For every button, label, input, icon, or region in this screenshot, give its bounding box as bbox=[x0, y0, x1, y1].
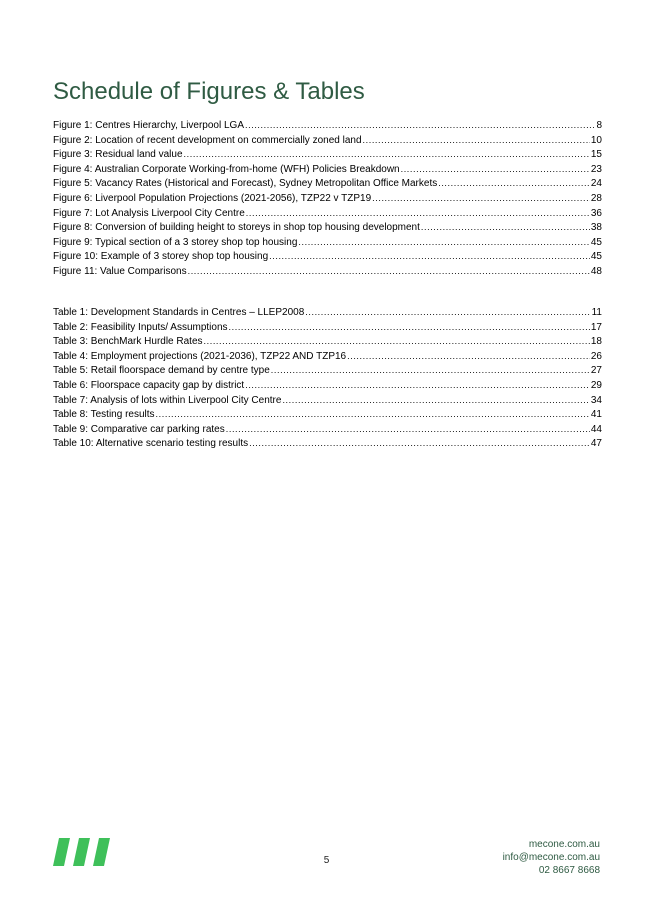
dot-leader bbox=[156, 407, 590, 422]
dot-leader bbox=[305, 305, 590, 320]
dot-leader bbox=[226, 422, 590, 437]
toc-entry[interactable] bbox=[53, 206, 602, 221]
toc-entry-label: Table 6: Floorspace capacity gap by district bbox=[53, 379, 245, 391]
dot-leader bbox=[438, 176, 590, 191]
toc-entry[interactable] bbox=[53, 349, 602, 364]
toc-entry-label: Figure 1: Centres Hierarchy, Liverpool LGA bbox=[53, 120, 245, 131]
dot-leader bbox=[421, 220, 590, 235]
toc-entry[interactable] bbox=[53, 176, 602, 191]
email-link[interactable]: info@mecone.com.au bbox=[502, 852, 600, 863]
toc-entry[interactable] bbox=[53, 264, 602, 279]
toc-entry[interactable] bbox=[53, 393, 602, 408]
toc-entry[interactable] bbox=[53, 305, 602, 320]
dot-leader bbox=[246, 206, 590, 221]
toc-entry[interactable] bbox=[53, 118, 602, 133]
toc-entry[interactable] bbox=[53, 191, 602, 206]
toc-entry[interactable] bbox=[53, 235, 602, 250]
toc-entry-label: Table 7: Analysis of lots within Liverpool City Centre bbox=[53, 394, 282, 406]
figures-list bbox=[53, 118, 602, 279]
phone-number: 02 8667 8668 bbox=[538, 865, 600, 876]
toc-entry-page: 27 bbox=[590, 365, 602, 377]
toc-entry-page: 24 bbox=[590, 178, 602, 190]
toc-entry-page: 28 bbox=[590, 192, 602, 204]
toc-entry-label: Table 10: Alternative scenario testing results bbox=[53, 438, 249, 450]
dot-leader bbox=[204, 334, 590, 349]
page-title: Schedule of Figures & Tables bbox=[53, 78, 365, 105]
toc-entry-label: Figure 5: Vacancy Rates (Historical and Forecast), Sydney Metropolitan Office Markets bbox=[53, 178, 438, 190]
dot-leader bbox=[347, 349, 590, 364]
toc-entry-page: 38 bbox=[590, 222, 602, 234]
toc-entry-page: 10 bbox=[590, 134, 602, 146]
toc-entry-page: 47 bbox=[590, 438, 602, 450]
toc-entry-page: 36 bbox=[590, 207, 602, 219]
toc-entry-label: Figure 2: Location of recent development on commercially zoned land bbox=[53, 134, 362, 146]
toc-entry-page: 45 bbox=[590, 251, 602, 263]
toc-entry[interactable] bbox=[53, 249, 602, 264]
toc-entry-page: 26 bbox=[590, 350, 602, 362]
dot-leader bbox=[298, 235, 589, 250]
toc-entry-label: Figure 10: Example of 3 storey shop top housing bbox=[53, 251, 269, 263]
toc-entry-page: 45 bbox=[590, 236, 602, 248]
toc-entry-label: Table 1: Development Standards in Centres – LLEP2008 bbox=[53, 307, 305, 318]
toc-entry-label: Table 4: Employment projections (2021-2036), TZP22 AND TZP16 bbox=[53, 350, 347, 362]
toc-entry[interactable] bbox=[53, 407, 602, 422]
toc-entry[interactable] bbox=[53, 363, 602, 378]
dot-leader bbox=[188, 264, 590, 279]
dot-leader bbox=[249, 436, 590, 451]
dot-leader bbox=[229, 320, 590, 335]
toc-entry-label: Figure 6: Liverpool Population Projections (2021-2056), TZP22 v TZP19 bbox=[53, 192, 372, 204]
dot-leader bbox=[245, 118, 595, 133]
toc-entry-label: Figure 8: Conversion of building height to storeys in shop top housing development bbox=[53, 222, 420, 234]
toc-entry-page: 11 bbox=[591, 307, 602, 318]
toc-entry-label: Figure 11: Value Comparisons bbox=[53, 265, 187, 277]
toc-entry-page: 48 bbox=[590, 265, 602, 277]
toc-entry-label: Table 3: BenchMark Hurdle Rates bbox=[53, 336, 203, 348]
toc-entry[interactable] bbox=[53, 422, 602, 437]
toc-entry-page: 29 bbox=[590, 379, 602, 391]
toc-entry-label: Figure 7: Lot Analysis Liverpool City Centre bbox=[53, 207, 245, 219]
toc-entry-label: Table 5: Retail floorspace demand by centre type bbox=[53, 365, 270, 377]
toc-entry[interactable] bbox=[53, 436, 602, 451]
toc-entry-page: 17 bbox=[590, 321, 602, 333]
tables-list bbox=[53, 305, 602, 451]
contact-details bbox=[503, 838, 600, 877]
toc-entry-label: Table 8: Testing results bbox=[53, 409, 155, 421]
dot-leader bbox=[372, 191, 590, 206]
toc-entry[interactable] bbox=[53, 147, 602, 162]
dot-leader bbox=[271, 363, 590, 378]
dot-leader bbox=[401, 162, 590, 177]
toc-entry-label: Figure 3: Residual land value bbox=[53, 149, 183, 161]
toc-entry[interactable] bbox=[53, 320, 602, 335]
toc-entry-page: 8 bbox=[596, 120, 602, 131]
toc-entry-label: Table 2: Feasibility Inputs/ Assumptions bbox=[53, 321, 228, 333]
dot-leader bbox=[184, 147, 590, 162]
dot-leader bbox=[269, 249, 590, 264]
toc-entry[interactable] bbox=[53, 133, 602, 148]
toc-entry[interactable] bbox=[53, 220, 602, 235]
toc-entry-page: 41 bbox=[590, 409, 602, 421]
website-link[interactable]: mecone.com.au bbox=[528, 839, 600, 850]
dot-leader bbox=[363, 133, 590, 148]
toc-entry[interactable] bbox=[53, 162, 602, 177]
toc-entry[interactable] bbox=[53, 334, 602, 349]
page-number: 5 bbox=[323, 855, 330, 866]
toc-entry-page: 34 bbox=[590, 394, 602, 406]
dot-leader bbox=[282, 393, 589, 408]
toc-entry-label: Table 9: Comparative car parking rates bbox=[53, 423, 225, 435]
toc-entry[interactable] bbox=[53, 378, 602, 393]
dot-leader bbox=[245, 378, 590, 393]
toc-entry-label: Figure 4: Australian Corporate Working-from-home (WFH) Policies Breakdown bbox=[53, 163, 400, 175]
toc-entry-page: 15 bbox=[590, 149, 602, 161]
toc-entry-page: 18 bbox=[590, 336, 602, 348]
toc-entry-label: Figure 9: Typical section of a 3 storey shop top housing bbox=[53, 236, 298, 248]
toc-entry-page: 23 bbox=[590, 163, 602, 175]
toc-entry-page: 44 bbox=[590, 423, 602, 435]
